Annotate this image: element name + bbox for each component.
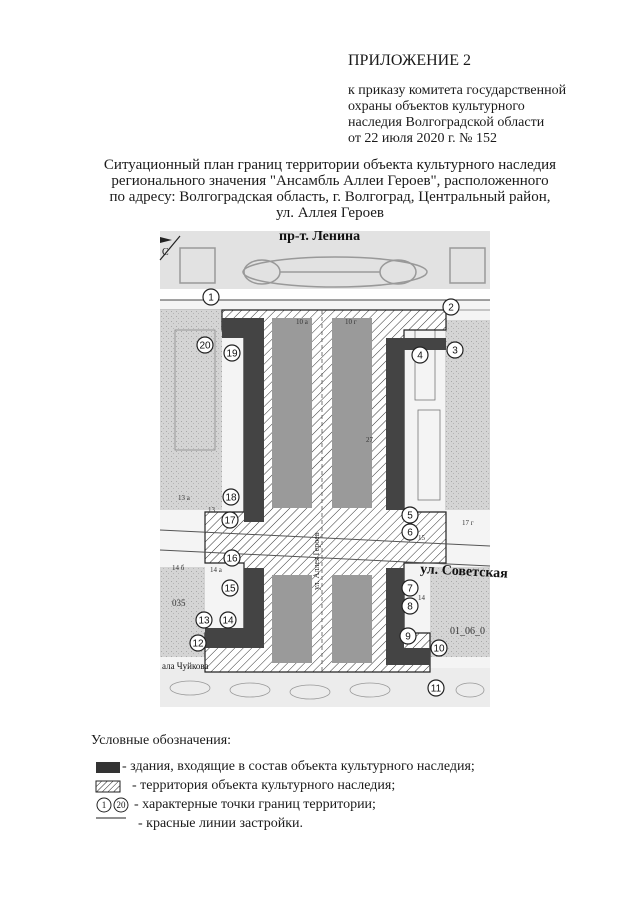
parcel-label: 14 а: [210, 566, 222, 574]
boundary-point-label: 18: [225, 492, 237, 504]
boundary-point-label: 4: [417, 350, 423, 362]
boundary-point-label: 13: [198, 615, 210, 627]
parcel-label: 14: [418, 594, 425, 602]
parcel-label: 10 г: [345, 318, 357, 326]
boundary-point-label: 17: [224, 515, 236, 527]
boundary-point-label: 2: [448, 302, 454, 314]
parcel-label: 15: [418, 534, 425, 542]
plan-title-line-2: регионального значения "Ансамбль Аллеи Героев", расположенного: [111, 173, 549, 189]
boundary-point-label: 14: [222, 615, 234, 627]
boundary-point-label: 12: [192, 638, 204, 650]
legend-building-text: - здания, входящие в состав объекта культурного наследия;: [122, 759, 475, 774]
boundary-point-label: 15: [224, 583, 236, 595]
boundary-point-label: 5: [407, 510, 413, 522]
parcel-label: 27: [366, 436, 373, 444]
legend-title: Условные обозначения:: [91, 733, 232, 748]
north-label: С: [162, 247, 169, 258]
legend-territory-swatch: [96, 781, 120, 792]
legend-point-sample-1: 1: [101, 800, 107, 810]
legend-lines-text: - красные линии застройки.: [138, 816, 303, 831]
boundary-point-label: 9: [405, 631, 411, 643]
boundary-point-label: 8: [407, 601, 413, 613]
legend-point-sample-2: 20: [116, 800, 126, 810]
street-label-lenina: пр-т. Ленина: [279, 229, 361, 244]
header-order-line-3: наследия Волгоградской области: [348, 115, 545, 130]
header-appendix: ПРИЛОЖЕНИЕ 2: [348, 52, 472, 69]
boundary-point-label: 11: [430, 683, 442, 695]
street-label-sovetskaya: ул. Советская: [419, 562, 509, 582]
street-label-chuikova: ала Чуйкова: [162, 661, 209, 671]
boundary-point-label: 6: [407, 527, 413, 539]
boundary-point-label: 19: [226, 348, 238, 360]
boundary-point-label: 3: [452, 345, 458, 357]
header-order-line-2: охраны объектов культурного: [348, 99, 525, 114]
legend-territory-text: - территория объекта культурного наследия;: [132, 778, 396, 793]
boundary-point-label: 10: [433, 643, 445, 655]
header-order-line-1: к приказу комитета государственной: [348, 83, 567, 98]
legend-building-swatch: [96, 762, 120, 773]
left-context: [160, 310, 222, 510]
street-label-alley: ул. Аллея Героев: [312, 532, 321, 590]
parcel-label: 14 б: [172, 564, 185, 572]
legend-points-sample: [96, 797, 130, 813]
plan-title-line-3: по адресу: Волгоградская область, г. Волгоград, Центральный район,: [109, 189, 551, 205]
parcel-label: 01_06_0: [450, 626, 485, 637]
parcel-label: 10 а: [296, 318, 308, 326]
boundary-point-label: 16: [226, 553, 238, 565]
parcel-label: 035: [172, 598, 186, 608]
boundary-point-label: 20: [199, 340, 211, 352]
parcel-label: 13: [208, 506, 215, 514]
header-date-line: от 22 июля 2020 г. № 152: [348, 131, 497, 146]
parcel-label: 13 а: [178, 494, 190, 502]
parcel-label: 17 г: [462, 519, 474, 527]
plan-title-line-4: ул. Аллея Героев: [275, 205, 385, 221]
boundary-point-label: 7: [407, 583, 413, 595]
boundary-point-label: 1: [208, 292, 214, 304]
legend-points-text: - характерные точки границ территории;: [134, 797, 376, 812]
plan-title-line-1: Ситуационный план границ территории объекта культурного наследия: [103, 157, 557, 173]
